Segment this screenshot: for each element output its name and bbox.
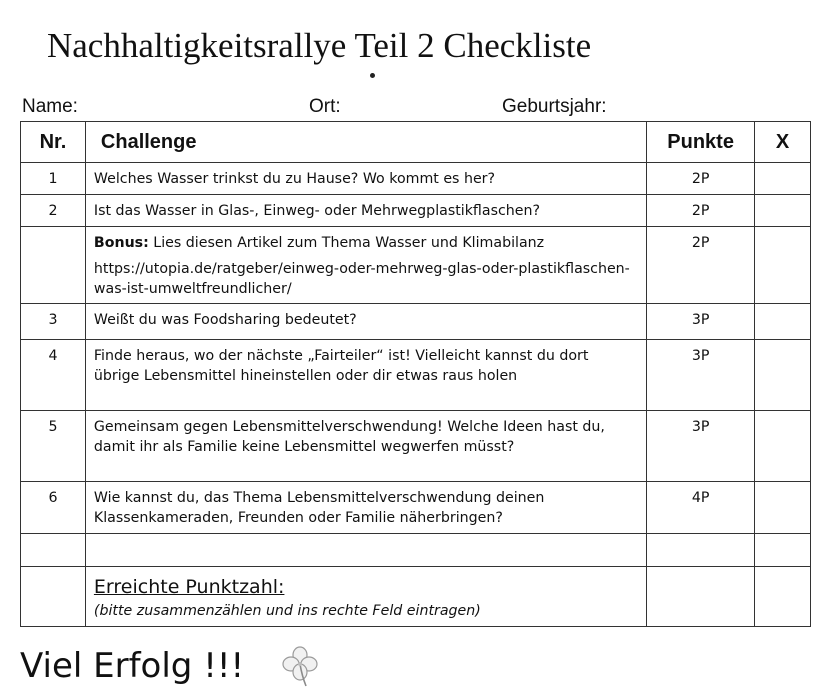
row-points: 3P (647, 340, 755, 411)
ort-field-label: Ort: (309, 96, 341, 117)
row-check-cell[interactable] (755, 163, 811, 195)
table-row (21, 340, 811, 411)
row-challenge: Welches Wasser trinkst du zu Hause? Wo kommt es her? (85, 163, 646, 195)
empty-cell (21, 534, 86, 567)
score-cell (85, 567, 646, 627)
table-row (21, 304, 811, 340)
row-number: 2 (21, 195, 86, 227)
header-challenge: Challenge (85, 122, 646, 163)
row-points: 2P (647, 163, 755, 195)
personal-fields (22, 96, 812, 120)
row-number (21, 227, 86, 304)
row-challenge: Ist das Wasser in Glas-, Einweg- oder Mehrwegplastikflaschen? (85, 195, 646, 227)
table-row (21, 163, 811, 195)
bonus-link[interactable]: https://utopia.de/ratgeber/einweg-oder-mehrweg-glas-oder-plastikflaschen-was-ist-umweltfreundlicher/ (93, 261, 630, 297)
row-check-cell[interactable] (755, 304, 811, 340)
header-x: X (755, 122, 811, 163)
page-title: Nachhaltigkeitsrallye Teil 2 Checkliste (47, 26, 592, 65)
table-header-row (21, 122, 811, 163)
row-check-cell[interactable] (755, 340, 811, 411)
footer-text: Viel Erfolg !!! (20, 646, 245, 686)
score-row (21, 567, 811, 627)
row-number: 1 (21, 163, 86, 195)
row-check-cell[interactable] (755, 482, 811, 534)
header-nr: Nr. (21, 122, 86, 163)
row-number: 5 (21, 411, 86, 482)
score-hint: (bitte zusammenzählen und ins rechte Feld eintragen) (93, 603, 481, 619)
table-row-bonus (21, 227, 811, 304)
score-check-cell[interactable] (755, 567, 811, 627)
empty-cell (647, 534, 755, 567)
empty-cell (755, 534, 811, 567)
empty-cell (21, 567, 86, 627)
row-points: 2P (647, 227, 755, 304)
row-points: 3P (647, 411, 755, 482)
row-check-cell[interactable] (755, 411, 811, 482)
row-challenge (85, 227, 646, 304)
four-leaf-clover-icon (282, 646, 318, 693)
table-row (21, 195, 811, 227)
checklist-table (20, 121, 811, 627)
bullet-dot (370, 73, 375, 78)
table-row (21, 482, 811, 534)
row-challenge: Weißt du was Foodsharing bedeutet? (85, 304, 646, 340)
row-points: 2P (647, 195, 755, 227)
row-challenge: Finde heraus, wo der nächste „Fairteiler“ ist! Vielleicht kannst du dort übrige Lebensmittel hineinstellen oder dir etwas raus holen (85, 340, 646, 411)
row-number: 3 (21, 304, 86, 340)
row-number: 4 (21, 340, 86, 411)
geburtsjahr-field-label: Geburtsjahr: (502, 96, 607, 117)
bonus-text: Lies diesen Artikel zum Thema Wasser und Klimabilanz (148, 235, 545, 251)
row-points: 4P (647, 482, 755, 534)
header-punkte: Punkte (647, 122, 755, 163)
score-label: Erreichte Punktzahl: (93, 576, 285, 598)
empty-cell (85, 534, 646, 567)
table-row (21, 411, 811, 482)
row-challenge: Gemeinsam gegen Lebensmittelverschwendung! Welche Ideen hast du, damit ihr als Familie keine Lebensmittel wegwerfen müsst? (85, 411, 646, 482)
table-row-empty (21, 534, 811, 567)
row-number: 6 (21, 482, 86, 534)
row-check-cell[interactable] (755, 227, 811, 304)
row-challenge: Wie kannst du, das Thema Lebensmittelverschwendung deinen Klassenkameraden, Freunden oder Familie näherbringen? (85, 482, 646, 534)
score-points-cell[interactable] (647, 567, 755, 627)
row-check-cell[interactable] (755, 195, 811, 227)
bonus-label: Bonus: (93, 235, 149, 251)
name-field-label: Name: (22, 96, 78, 117)
row-points: 3P (647, 304, 755, 340)
